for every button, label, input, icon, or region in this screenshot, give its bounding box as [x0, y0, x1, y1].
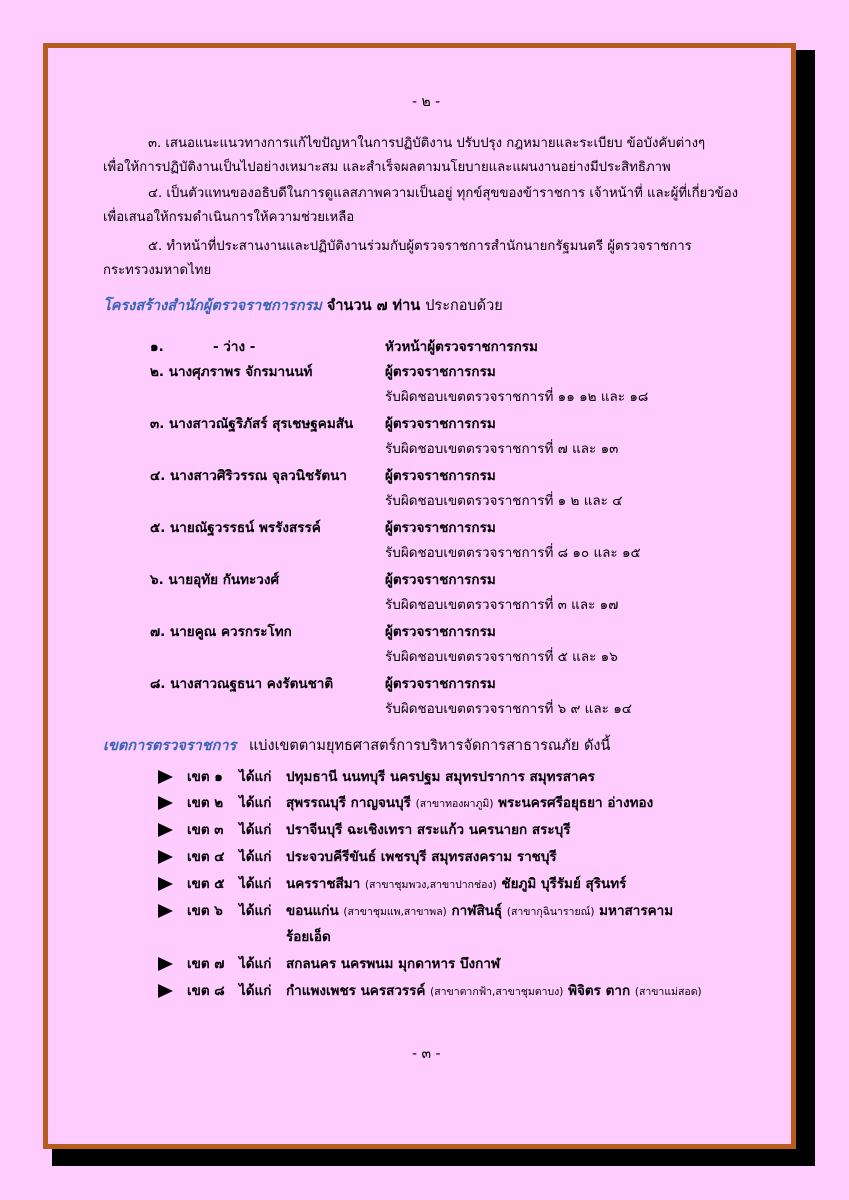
zone-provinces-a: ปราจีนบุรี ฉะเชิงเทรา สระแก้ว นครนายก สระบุรี — [286, 822, 571, 838]
page-number-top: - ๒ - — [412, 94, 441, 110]
zones-title: เขตการตรวจราชการ — [103, 738, 237, 754]
member-name: ๒. นางศุภราพร จักรมานนท์ — [150, 364, 313, 380]
zone-provinces — [286, 871, 626, 898]
zone-provinces-a: สุพรรณบุรี กาญจนบุรี — [286, 795, 416, 811]
member-responsibility: รับผิดชอบเขตตรวจราชการที่ ๑ ๒ และ ๔ — [385, 493, 623, 509]
member-name: ๗. นายคูณ ควรกระโทก — [150, 624, 292, 640]
zone-branch-note-2: (สาขากุฉินารายณ์) — [506, 906, 595, 918]
zone-label: ได้แก่ — [239, 795, 272, 811]
member-name: ๖. นายอุทัย กันทะวงศ์ — [150, 572, 280, 588]
zone-provinces-e: มหาสารคาม — [594, 903, 674, 919]
zone-provinces — [286, 844, 557, 871]
paragraph-4 — [103, 182, 761, 206]
paragraph-5-line2: กระทรวงมหาดไทย — [103, 263, 212, 278]
zone-branch-note-2: (สาขาแม่สอด) — [634, 986, 702, 998]
zone-label: ได้แก่ — [239, 769, 272, 785]
zone-provinces-a: นครราชสีมา — [286, 876, 365, 892]
zones-intro: แบ่งเขตตามยุทธศาสตร์การบริหารจัดการสาธารณภัย ดังนี้ — [248, 738, 611, 754]
bullet-triangle-icon — [158, 823, 173, 837]
zone-provinces-a: ปทุมธานี นนทบุรี นครปฐม สมุทรปราการ สมุทรสาคร — [286, 769, 595, 785]
zone-provinces — [286, 978, 702, 1005]
zone-provinces — [286, 790, 653, 817]
zone-number: เขต ๗ — [187, 956, 225, 972]
zone-provinces-line2: ร้อยเอ็ด — [286, 929, 331, 945]
member-name: ๕. นายณัฐวรรธน์ พรรังสรรค์ — [150, 520, 321, 536]
zone-provinces-a: ประจวบคีรีขันธ์ เพชรบุรี สมุทรสงคราม ราชบุรี — [286, 849, 557, 865]
zone-provinces — [286, 951, 500, 978]
paragraph-3 — [103, 132, 761, 156]
member-responsibility: รับผิดชอบเขตตรวจราชการที่ ๘ ๑๐ และ ๑๕ — [385, 545, 641, 561]
zone-branch-note: (สาขาทองผาภูมิ) — [415, 798, 494, 810]
zones-heading — [103, 737, 610, 755]
zone-provinces-c: พระนครศรีอยุธยา อ่างทอง — [493, 795, 654, 811]
zone-number: เขต ๑ — [187, 769, 223, 785]
member-role: ผู้ตรวจราชการกรม — [385, 676, 496, 692]
zone-provinces — [286, 764, 595, 791]
zone-branch-note: (สาขาชุมพวง,สาขาปากช่อง) — [364, 879, 497, 891]
structure-suffix: ประกอบด้วย — [425, 298, 503, 314]
bullet-triangle-icon — [158, 850, 173, 864]
structure-count: จำนวน ๗ ท่าน — [326, 298, 421, 314]
zone-number: เขต ๘ — [187, 983, 225, 999]
member-role: ผู้ตรวจราชการกรม — [385, 364, 496, 380]
paragraph-3-line1: ๓. เสนอแนะแนวทางการแก้ไขปัญหาในการปฏิบัติงาน ปรับปรุง กฎหมายและระเบียบ ข้อบังคับต่างๆ — [148, 136, 706, 151]
member-responsibility: รับผิดชอบเขตตรวจราชการที่ ๑๑ ๑๒ และ ๑๘ — [385, 389, 649, 405]
paragraph-4-line1: ๔. เป็นตัวแทนของอธิบดีในการดูแลสภาพความเป็นอยู่ ทุกข์สุขของข้าราชการ เจ้าหน้าที่ และผู้ที่เกี่ยวข้อง — [148, 186, 739, 201]
bullet-triangle-icon — [158, 796, 173, 810]
zone-provinces-c: ชัยภูมิ บุรีรัมย์ สุรินทร์ — [496, 876, 627, 892]
paragraph-4-line2: เพื่อเสนอให้กรมดำเนินการให้ความช่วยเหลือ — [103, 210, 355, 225]
structure-heading — [103, 297, 503, 315]
member-responsibility: รับผิดชอบเขตตรวจราชการที่ ๕ และ ๑๖ — [385, 649, 618, 665]
zone-provinces — [286, 817, 570, 844]
structure-title: โครงสร้างสำนักผู้ตรวจราชการกรม — [103, 298, 322, 314]
zone-number: เขต ๔ — [187, 849, 225, 865]
zone-number: เขต ๓ — [187, 822, 224, 838]
bullet-triangle-icon — [158, 770, 173, 784]
member-role: หัวหน้าผู้ตรวจราชการกรม — [385, 339, 538, 355]
bullet-triangle-icon — [158, 904, 173, 918]
bullet-triangle-icon — [158, 957, 173, 971]
member-role: ผู้ตรวจราชการกรม — [385, 416, 496, 432]
zone-provinces-c: กาฬสินธุ์ — [446, 903, 507, 919]
zone-label: ได้แก่ — [239, 822, 272, 838]
member-number: ๑. — [150, 339, 164, 355]
zone-branch-note: (สาขาชุมแพ,สาขาพล) — [343, 906, 447, 918]
member-name: ๓. นางสาวณัฐริภัสร์ สุรเชษฐคมสัน — [150, 416, 354, 432]
zone-provinces-a: กำแพงเพชร นครสวรรค์ — [286, 983, 431, 999]
bullet-triangle-icon — [158, 877, 173, 891]
zone-label: ได้แก่ — [239, 876, 272, 892]
member-name: ๔. นางสาวศิริวรรณ จุลวนิชรัตนา — [150, 468, 347, 484]
bullet-triangle-icon — [158, 984, 173, 998]
member-role: ผู้ตรวจราชการกรม — [385, 468, 496, 484]
member-role: ผู้ตรวจราชการกรม — [385, 624, 496, 640]
page-number-bottom: - ๓ - — [412, 1046, 441, 1062]
member-role: ผู้ตรวจราชการกรม — [385, 572, 496, 588]
member-role: ผู้ตรวจราชการกรม — [385, 520, 496, 536]
zone-provinces-a: สกลนคร นครพนม มุกดาหาร บึงกาฬ — [286, 956, 501, 972]
zone-label: ได้แก่ — [239, 983, 272, 999]
zone-number: เขต ๕ — [187, 876, 225, 892]
member-name: ๘. นางสาวณฐธนา คงรัตนชาติ — [150, 676, 334, 692]
zone-number: เขต ๒ — [187, 795, 224, 811]
member-responsibility: รับผิดชอบเขตตรวจราชการที่ ๗ และ ๑๓ — [385, 441, 619, 457]
zone-label: ได้แก่ — [239, 849, 272, 865]
zone-provinces-a: ขอนแก่น — [286, 903, 344, 919]
zone-label: ได้แก่ — [239, 903, 272, 919]
zone-number: เขต ๖ — [187, 903, 223, 919]
member-responsibility: รับผิดชอบเขตตรวจราชการที่ ๓ และ ๑๗ — [385, 597, 619, 613]
paragraph-5 — [103, 235, 761, 259]
paragraph-3-line2: เพื่อให้การปฏิบัติงานเป็นไปอย่างเหมาะสม และสำเร็จผลตามนโยบายและแผนงานอย่างมีประสิทธิภาพ — [103, 160, 671, 175]
member-responsibility: รับผิดชอบเขตตรวจราชการที่ ๖ ๙ และ ๑๔ — [385, 701, 632, 717]
zone-provinces-c: พิจิตร ตาก — [563, 983, 635, 999]
zone-label: ได้แก่ — [239, 956, 272, 972]
paragraph-5-line1: ๕. ทำหน้าที่ประสานงานและปฏิบัติงานร่วมกับผู้ตรวจราชการสำนักนายกรัฐมนตรี ผู้ตรวจราชการ — [148, 239, 692, 254]
zone-provinces — [286, 898, 673, 925]
zone-branch-note: (สาขาตากฟ้า,สาขาชุมตาบง) — [430, 986, 564, 998]
member-name: - ว่าง - — [213, 339, 256, 355]
